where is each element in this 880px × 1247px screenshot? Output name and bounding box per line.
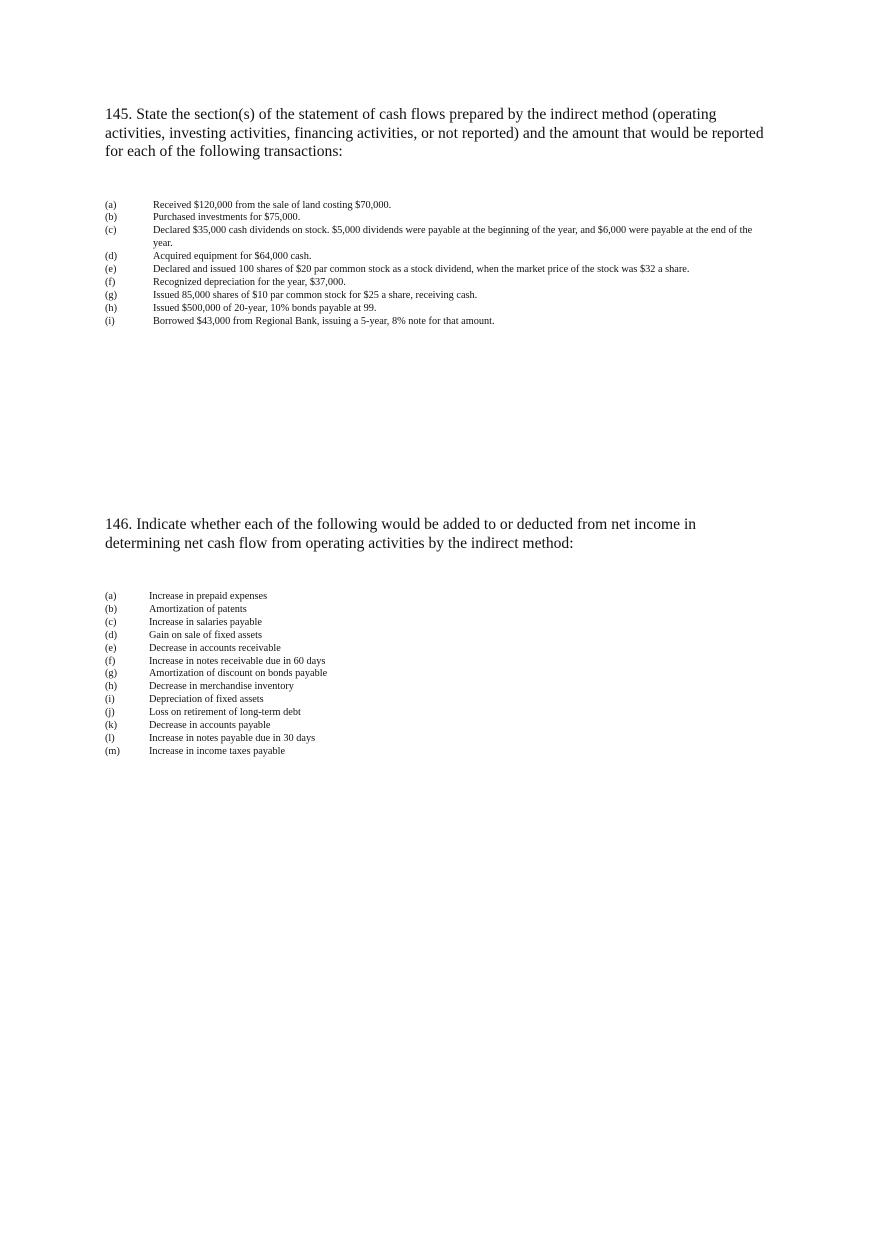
item-text: Increase in income taxes payable xyxy=(149,745,286,757)
item-text: Borrowed $43,000 from Regional Bank, issuing a 5-year, 8% note for that amount. xyxy=(153,315,495,327)
item-text: Depreciation of fixed assets xyxy=(149,694,264,706)
list-item xyxy=(105,251,775,264)
item-text: Increase in prepaid expenses xyxy=(149,591,268,602)
item-letter: (h) xyxy=(105,302,118,314)
item-letter: (c) xyxy=(105,225,117,237)
item-letter: (c) xyxy=(105,616,117,628)
item-text: Issued $500,000 of 20-year, 10% bonds payable at 99. xyxy=(153,302,377,314)
item-text: Amortization of patents xyxy=(149,603,247,615)
list-item xyxy=(105,694,775,707)
item-text: Decrease in accounts receivable xyxy=(149,642,281,654)
list-item xyxy=(105,668,775,681)
item-letter: (i) xyxy=(105,315,115,327)
question-146 xyxy=(105,516,775,759)
item-letter: (a) xyxy=(105,199,117,211)
item-letter: (j) xyxy=(105,707,115,719)
item-text: Received $120,000 from the sale of land costing $70,000. xyxy=(153,199,392,211)
question-145-prompt: 145. State the section(s) of the statement of cash flows prepared by the indirect method (operating activities, investing activities, financing activities, or not reported) and the amount that would be reported for each of the following transactions: xyxy=(105,106,764,160)
question-145 xyxy=(105,106,775,329)
list-item xyxy=(105,746,775,759)
item-letter: (k) xyxy=(105,720,118,732)
item-letter: (b) xyxy=(105,212,118,224)
item-letter: (f) xyxy=(105,276,116,288)
list-item xyxy=(105,277,775,290)
item-text: Increase in notes payable due in 30 days xyxy=(149,732,316,744)
list-item xyxy=(105,681,775,694)
item-letter: (d) xyxy=(105,629,118,641)
item-letter: (e) xyxy=(105,264,117,276)
list-item xyxy=(105,290,775,303)
item-text: Decrease in merchandise inventory xyxy=(149,681,294,693)
item-text: Recognized depreciation for the year, $37,000. xyxy=(153,276,346,288)
list-item xyxy=(105,617,775,630)
list-item xyxy=(105,225,775,251)
item-letter: (e) xyxy=(105,642,117,654)
item-text: Gain on sale of fixed assets xyxy=(149,629,262,641)
list-item xyxy=(105,733,775,746)
item-letter: (f) xyxy=(105,655,116,667)
item-letter: (d) xyxy=(105,251,118,263)
list-item xyxy=(105,303,775,316)
list-item xyxy=(105,264,775,277)
list-item xyxy=(105,200,775,213)
item-text: Increase in salaries payable xyxy=(149,616,262,628)
item-text: Purchased investments for $75,000. xyxy=(153,212,301,224)
question-146-items xyxy=(105,591,775,759)
list-item xyxy=(105,316,775,329)
item-letter: (a) xyxy=(105,591,117,602)
item-text: Increase in notes receivable due in 60 days xyxy=(149,655,326,667)
item-text: Issued 85,000 shares of $10 par common stock for $25 a share, receiving cash. xyxy=(153,289,478,301)
list-item xyxy=(105,656,775,669)
item-letter: (l) xyxy=(105,732,115,744)
item-text: Acquired equipment for $64,000 cash. xyxy=(153,251,312,263)
list-item xyxy=(105,707,775,720)
item-text: Amortization of discount on bonds payable xyxy=(149,668,328,680)
list-item xyxy=(105,643,775,656)
list-item xyxy=(105,630,775,643)
item-letter: (b) xyxy=(105,603,118,615)
item-text: Declared $35,000 cash dividends on stock. $5,000 dividends were payable at the beginning of the year, and $6,000 were payable at the end of the year. xyxy=(153,225,753,250)
item-letter: (h) xyxy=(105,681,118,693)
question-146-prompt: 146. Indicate whether each of the following would be added to or deducted from net income in determining net cash flow from operating activities by the indirect method: xyxy=(105,516,697,552)
item-letter: (i) xyxy=(105,694,115,706)
item-letter: (g) xyxy=(105,668,118,680)
list-item xyxy=(105,591,775,604)
item-letter: (g) xyxy=(105,289,118,301)
question-145-items xyxy=(105,200,775,329)
item-text: Decrease in accounts payable xyxy=(149,720,271,732)
item-text: Loss on retirement of long-term debt xyxy=(149,707,301,719)
item-letter: (m) xyxy=(105,745,120,757)
list-item xyxy=(105,720,775,733)
item-text: Declared and issued 100 shares of $20 par common stock as a stock dividend, when the market price of the stock was $32 a share. xyxy=(153,264,690,276)
list-item xyxy=(105,212,775,225)
list-item xyxy=(105,604,775,617)
